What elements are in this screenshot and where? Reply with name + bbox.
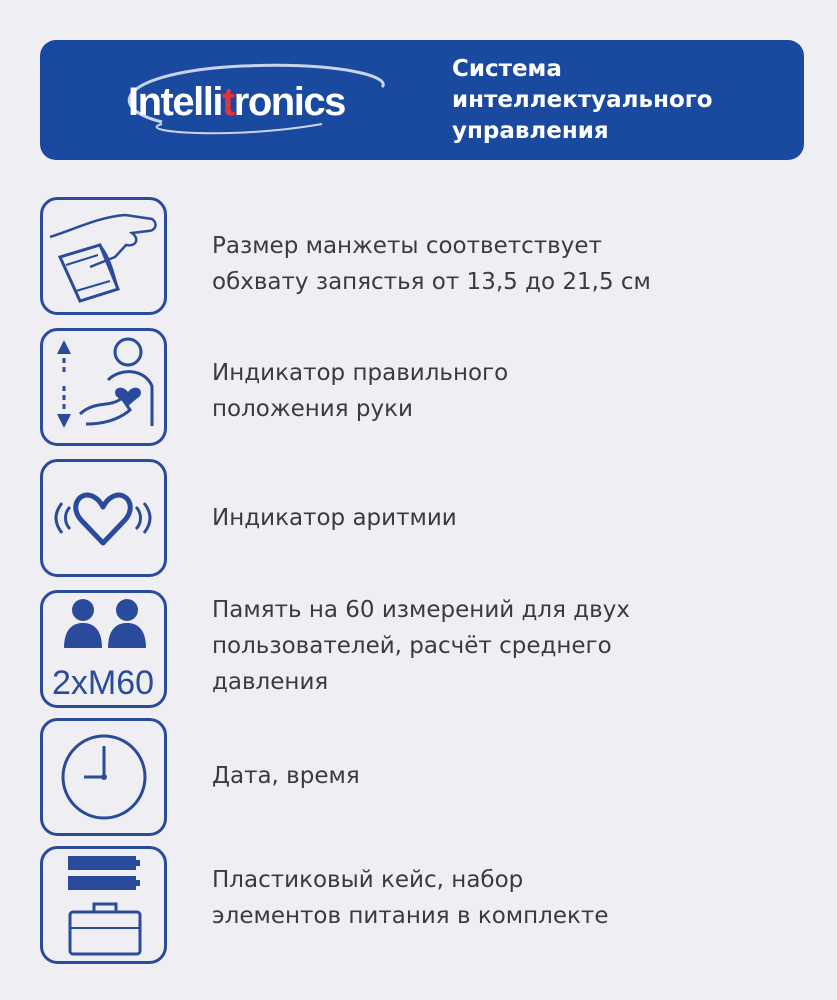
feature-text-memory: Память на 60 измерений для двух пользователей, расчёт среднего давления xyxy=(212,597,630,695)
memory-two-users-icon xyxy=(40,590,167,708)
banner-title: Система интеллектуального управления xyxy=(452,56,713,144)
arm-position-icon xyxy=(40,328,167,446)
feature-text-datetime: Дата, время xyxy=(212,763,360,789)
feature-text-cuff-size: Размер манжеты соответствует обхвату запястья от 13,5 до 21,5 см xyxy=(212,233,651,295)
arrhythmia-heart-icon xyxy=(40,459,167,577)
case-batteries-icon xyxy=(40,846,167,964)
feature-text-arrhythmia: Индикатор аритмии xyxy=(212,505,457,531)
memory-label: 2xM60 xyxy=(51,664,155,702)
wrist-cuff-icon xyxy=(40,197,167,315)
header-banner xyxy=(40,40,804,160)
clock-icon xyxy=(40,718,167,836)
feature-text-case: Пластиковый кейс, набор элементов питания в комплекте xyxy=(212,867,609,929)
brand-logo: Intellitronics xyxy=(128,80,345,124)
feature-text-arm-position: Индикатор правильного положения руки xyxy=(212,360,509,422)
